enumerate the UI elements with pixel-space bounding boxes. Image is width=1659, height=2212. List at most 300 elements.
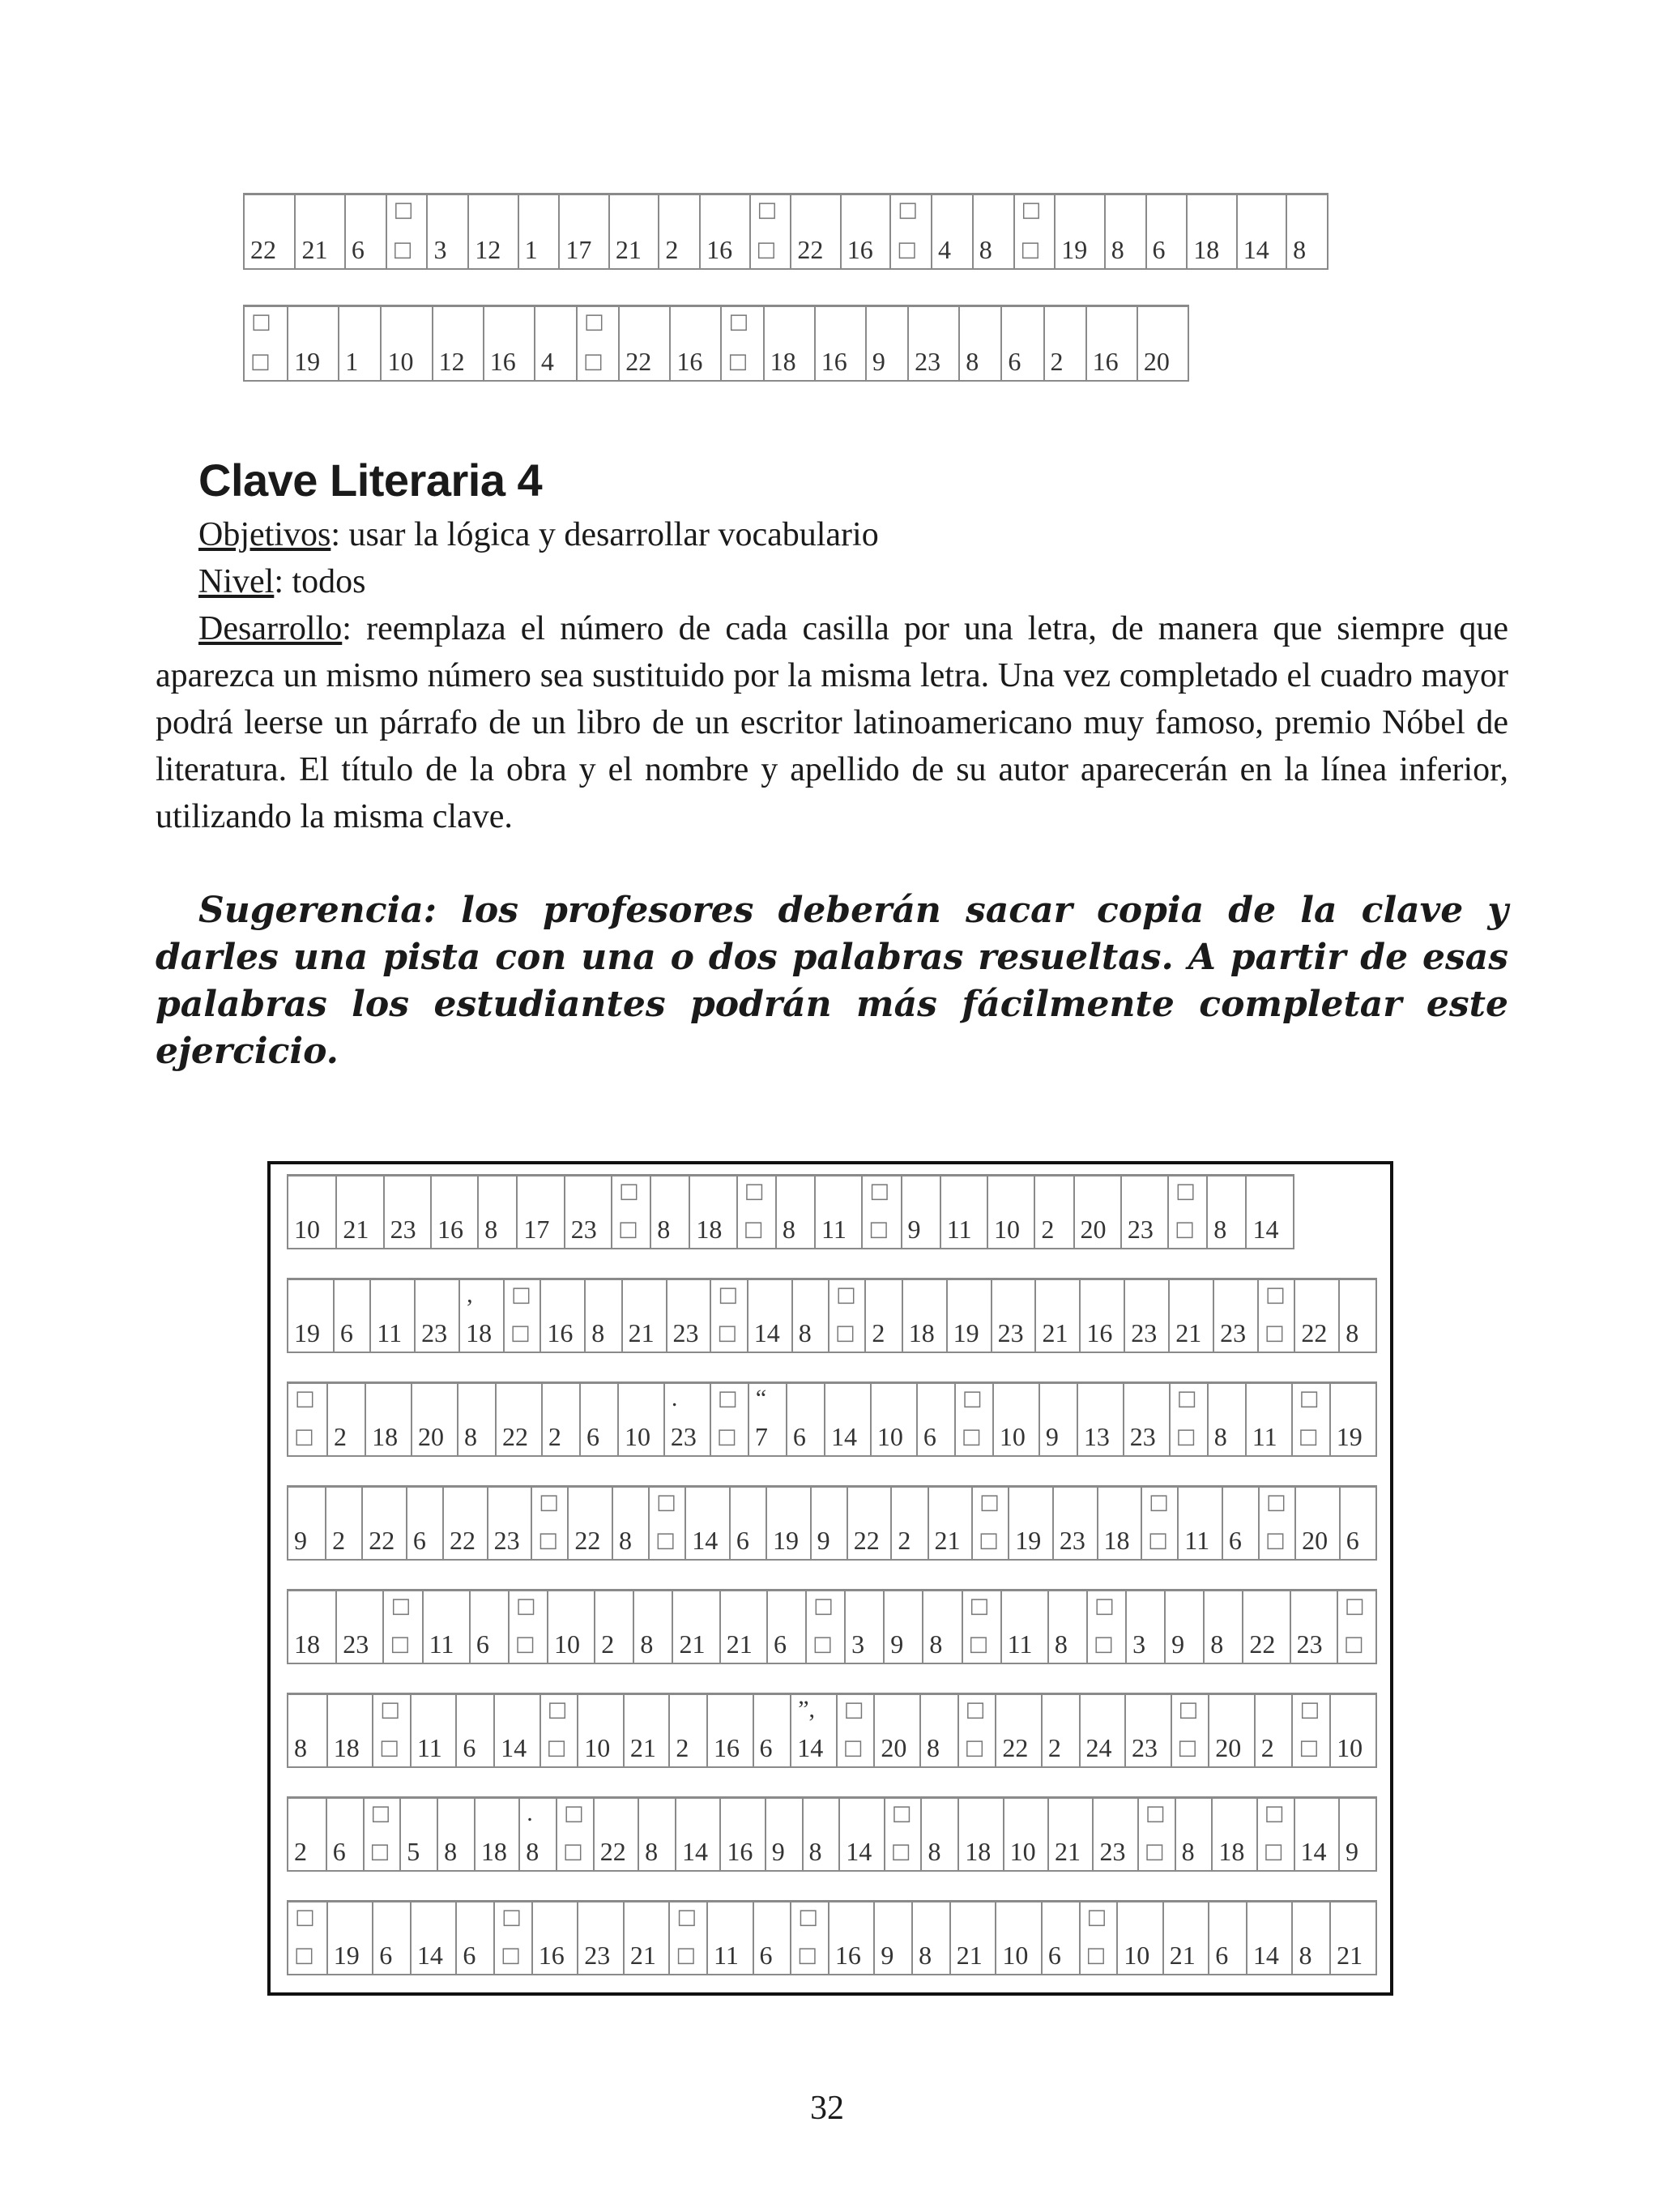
clue-cell xyxy=(577,1902,623,1974)
cell-number: 2 xyxy=(676,1733,689,1762)
cell-number: 9 xyxy=(881,1941,894,1970)
clue-cell xyxy=(1097,1488,1141,1559)
cell-number: 11 xyxy=(377,1318,403,1347)
clue-cell xyxy=(747,1280,791,1352)
clue-cell xyxy=(1291,1695,1329,1766)
cell-number: 16 xyxy=(834,1941,861,1970)
clue-cell xyxy=(326,1695,373,1766)
clue-cell xyxy=(1104,195,1145,268)
cell-number: 18 xyxy=(1193,235,1220,264)
clue-cell xyxy=(361,1488,406,1559)
clue-cell xyxy=(790,1695,836,1766)
cell-number: 21 xyxy=(1337,1941,1363,1970)
desarrollo-paragraph xyxy=(156,605,1508,840)
blank-box-marker: □ xyxy=(1178,1697,1199,1722)
clue-cell xyxy=(294,195,343,268)
clue-cell xyxy=(1256,1799,1294,1870)
blank-box-marker: □ xyxy=(547,1697,568,1722)
cell-number: 8 xyxy=(919,1941,932,1970)
cell-number: 9 xyxy=(1171,1629,1185,1659)
cell-number: 23 xyxy=(570,1215,597,1244)
clue-cell xyxy=(1294,1488,1339,1559)
blank-box-marker: □ xyxy=(1299,1697,1320,1722)
blank-box-marker: □ xyxy=(546,1736,567,1760)
blank-box-marker: □ xyxy=(393,198,414,222)
clue-cell xyxy=(987,1176,1034,1248)
blank-box-marker: □ xyxy=(583,349,603,374)
cell-number: 6 xyxy=(773,1629,787,1659)
puzzle-row xyxy=(287,1589,1377,1664)
cell-number: 20 xyxy=(1080,1215,1107,1244)
clue-cell xyxy=(650,1176,689,1248)
cell-number: 24 xyxy=(1085,1733,1112,1762)
sugerencia-paragraph: Sugerencia: los profesores deberán sacar copia de la clave y darles una pista con una o dos palabras resueltas. A partir de esas palabras los estudiantes podrán más fácilmente completar este ejercicio. xyxy=(156,890,1508,1072)
cell-number: 16 xyxy=(1092,347,1119,376)
clue-cell xyxy=(372,1695,410,1766)
blank-box-marker: □ xyxy=(539,1490,559,1514)
clue-cell xyxy=(736,1176,775,1248)
clue-cell xyxy=(838,1799,883,1870)
cell-number: 8 xyxy=(1111,235,1124,264)
cell-number: 10 xyxy=(994,1215,1021,1244)
punctuation-mark: . xyxy=(671,1385,678,1411)
blank-box-marker: □ xyxy=(1021,198,1042,222)
clue-cell xyxy=(437,1799,474,1870)
blank-box-marker: □ xyxy=(1175,1217,1195,1241)
cell-number: 6 xyxy=(463,1733,476,1762)
cell-number: 6 xyxy=(759,1941,773,1970)
clue-cell xyxy=(469,1591,508,1663)
cell-number: 8 xyxy=(1213,1422,1227,1451)
clue-cell xyxy=(706,1695,753,1766)
clue-cell xyxy=(786,1384,824,1455)
cell-number: 23 xyxy=(1131,1318,1158,1347)
clue-cell xyxy=(719,1591,766,1663)
puzzle-row xyxy=(287,1693,1377,1768)
clue-cell xyxy=(410,1902,456,1974)
cell-number: 21 xyxy=(934,1526,961,1555)
clue-cell xyxy=(873,1902,911,1974)
cell-number: 8 xyxy=(798,1318,812,1347)
clue-cell xyxy=(556,1799,593,1870)
clue-cell xyxy=(1047,1799,1092,1870)
clue-cell xyxy=(920,1799,957,1870)
clue-cell xyxy=(1294,1280,1338,1352)
cell-number: 18 xyxy=(466,1318,493,1347)
puzzle-row xyxy=(287,1174,1294,1249)
cell-number: 22 xyxy=(369,1526,395,1555)
clue-cell xyxy=(1008,1488,1052,1559)
cell-number: 22 xyxy=(1002,1733,1029,1762)
clue-cell xyxy=(1085,307,1137,380)
cell-number: 22 xyxy=(1301,1318,1328,1347)
cell-number: 17 xyxy=(523,1215,550,1244)
cell-number: 19 xyxy=(1015,1526,1042,1555)
cell-number: 8 xyxy=(1299,1941,1312,1970)
clue-cell xyxy=(1254,1695,1292,1766)
clue-cell xyxy=(1213,1280,1257,1352)
clue-cell xyxy=(1013,195,1055,268)
cell-number: 8 xyxy=(657,1215,671,1244)
blank-box-marker: □ xyxy=(1020,237,1041,262)
cell-number: 8 xyxy=(640,1629,654,1659)
clue-cell xyxy=(483,307,534,380)
cell-number: 8 xyxy=(928,1837,941,1866)
blank-box-marker: □ xyxy=(1144,1839,1165,1864)
blank-box-marker: □ xyxy=(717,1321,737,1345)
blank-box-marker: □ xyxy=(295,1386,315,1411)
blank-box-marker: □ xyxy=(717,1386,738,1411)
objetivos-line xyxy=(198,511,879,558)
cell-number: 13 xyxy=(1083,1422,1110,1451)
blank-box-marker: □ xyxy=(716,1424,737,1449)
cell-number: 6 xyxy=(923,1422,936,1451)
cell-number: 4 xyxy=(937,235,951,264)
clue-cell xyxy=(824,1384,870,1455)
clue-cell xyxy=(579,1384,617,1455)
clue-cell xyxy=(1086,1591,1125,1663)
clue-cell xyxy=(1145,195,1187,268)
clue-cell xyxy=(844,1591,883,1663)
blank-box-marker: □ xyxy=(564,1801,584,1826)
cell-number: 6 xyxy=(1215,1941,1229,1970)
clue-cell xyxy=(748,1384,786,1455)
clue-cell xyxy=(1171,1695,1209,1766)
cell-number: 20 xyxy=(418,1422,444,1451)
cell-number: 21 xyxy=(1169,1941,1196,1970)
clue-cell xyxy=(1137,1799,1175,1870)
clue-cell xyxy=(623,1902,669,1974)
clue-cell xyxy=(344,195,386,268)
cell-number: 6 xyxy=(412,1526,426,1555)
clue-cell xyxy=(1207,1384,1245,1455)
clue-cell xyxy=(720,307,762,380)
clue-cell xyxy=(902,1280,946,1352)
cell-number: 10 xyxy=(294,1215,320,1244)
clue-cell xyxy=(1120,1176,1167,1248)
blank-box-marker: □ xyxy=(501,1905,522,1929)
blank-box-marker: □ xyxy=(835,1321,855,1345)
clue-cell xyxy=(1175,1799,1212,1870)
cell-number: 2 xyxy=(1047,1733,1061,1762)
cell-number: 18 xyxy=(908,1318,935,1347)
cell-number: 10 xyxy=(554,1629,581,1659)
cell-number: 22 xyxy=(853,1526,880,1555)
cell-number: 11 xyxy=(714,1941,739,1970)
cell-number: 8 xyxy=(1210,1629,1224,1659)
blank-box-marker: □ xyxy=(757,198,778,222)
clue-cell xyxy=(1246,1902,1292,1974)
cell-number: 8 xyxy=(966,347,979,376)
cell-number: 8 xyxy=(1213,1215,1227,1244)
cell-number: 14 xyxy=(1243,235,1269,264)
cell-number: 20 xyxy=(1215,1733,1242,1762)
clue-cell xyxy=(382,1591,421,1663)
clue-cell xyxy=(672,1591,719,1663)
clue-cell xyxy=(1000,307,1043,380)
clue-cell xyxy=(1291,1384,1329,1455)
cell-number: 20 xyxy=(1302,1526,1328,1555)
clue-cell xyxy=(458,1280,503,1352)
cell-number: 23 xyxy=(390,1215,416,1244)
blank-box-marker: □ xyxy=(1265,1528,1286,1552)
clue-cell xyxy=(386,195,427,268)
clue-cell xyxy=(633,1591,672,1663)
blank-box-marker: □ xyxy=(379,1736,399,1760)
clue-cell xyxy=(753,1902,791,1974)
cell-number: 14 xyxy=(1300,1837,1327,1866)
cell-number: 2 xyxy=(601,1629,615,1659)
clue-cell xyxy=(1186,195,1235,268)
clue-cell xyxy=(765,1799,802,1870)
cell-number: 8 xyxy=(1346,1318,1359,1347)
cell-number: 1 xyxy=(345,347,359,376)
blank-box-marker: □ xyxy=(369,1839,390,1864)
cell-number: 21 xyxy=(628,1318,655,1347)
cell-number: 3 xyxy=(433,235,447,264)
blank-box-marker: □ xyxy=(1299,1386,1320,1411)
puzzle-row xyxy=(287,1796,1377,1872)
blank-box-marker: □ xyxy=(563,1839,583,1864)
cell-number: 18 xyxy=(1218,1837,1245,1866)
clue-cell xyxy=(791,1280,828,1352)
cell-number: 6 xyxy=(792,1422,806,1451)
clue-cell xyxy=(576,307,618,380)
clue-cell xyxy=(432,307,483,380)
clue-cell xyxy=(957,1695,996,1766)
clue-cell xyxy=(288,1591,335,1663)
blank-box-marker: □ xyxy=(868,1217,889,1241)
clue-cell xyxy=(457,1384,495,1455)
clue-cell xyxy=(372,1902,410,1974)
cell-number: 8 xyxy=(619,1526,632,1555)
cell-number: 2 xyxy=(898,1526,911,1555)
blank-box-marker: □ xyxy=(1265,1283,1286,1307)
blank-box-marker: □ xyxy=(1266,1490,1286,1514)
blank-box-marker: □ xyxy=(891,1801,912,1826)
cell-number: 19 xyxy=(333,1941,360,1970)
cell-number: 9 xyxy=(1345,1837,1358,1866)
clue-cell xyxy=(1222,1488,1258,1559)
cell-number: 12 xyxy=(475,235,501,264)
cell-number: 6 xyxy=(759,1733,773,1762)
clue-cell xyxy=(287,307,338,380)
clue-cell xyxy=(836,1695,874,1766)
clue-cell xyxy=(1077,1384,1123,1455)
cell-number: 10 xyxy=(624,1422,650,1451)
cell-number: 20 xyxy=(1143,347,1170,376)
cell-number: 8 xyxy=(782,1215,795,1244)
cell-number: 21 xyxy=(1055,1837,1081,1866)
clue-cell xyxy=(766,1591,805,1663)
clue-cell xyxy=(608,195,658,268)
cell-number: 22 xyxy=(250,235,276,264)
blank-box-marker: □ xyxy=(584,310,604,334)
clue-cell xyxy=(539,1280,584,1352)
blank-box-marker: □ xyxy=(294,1424,314,1449)
clue-cell xyxy=(883,1591,922,1663)
clue-cell xyxy=(618,307,669,380)
clue-cell xyxy=(658,195,699,268)
cell-number: 23 xyxy=(997,1318,1024,1347)
cell-number: 16 xyxy=(706,235,733,264)
blank-box-marker: □ xyxy=(842,1736,864,1760)
clue-cell xyxy=(593,1799,638,1870)
clue-cell xyxy=(991,1280,1035,1352)
clue-cell xyxy=(1123,1384,1169,1455)
cell-number: 14 xyxy=(830,1422,857,1451)
blank-box-marker: □ xyxy=(1343,1632,1364,1656)
clue-cell xyxy=(1164,1591,1203,1663)
cell-number: 21 xyxy=(726,1629,753,1659)
clue-cell xyxy=(503,1280,539,1352)
clue-cell xyxy=(928,1488,972,1559)
cell-number: 2 xyxy=(1260,1733,1274,1762)
clue-cell xyxy=(907,307,958,380)
blank-box-marker: □ xyxy=(890,1839,911,1864)
clue-cell xyxy=(326,1384,365,1455)
clue-cell xyxy=(1079,1902,1117,1974)
cell-number: 16 xyxy=(847,235,873,264)
clue-cell xyxy=(940,1176,987,1248)
cell-number: 19 xyxy=(294,1318,320,1347)
clue-cell xyxy=(1038,1384,1077,1455)
clue-cell xyxy=(931,195,972,268)
clue-cell xyxy=(426,195,467,268)
cell-number: 6 xyxy=(339,1318,353,1347)
cell-number: 11 xyxy=(946,1215,972,1244)
cell-number: 10 xyxy=(1009,1837,1036,1866)
blank-box-marker: □ xyxy=(1175,1424,1196,1449)
cell-number: 19 xyxy=(953,1318,979,1347)
cell-number: 6 xyxy=(351,235,365,264)
cell-number: 5 xyxy=(407,1837,420,1866)
clue-cell xyxy=(369,1280,414,1352)
clue-cell xyxy=(1000,1591,1047,1663)
nivel-text: : todos xyxy=(274,563,366,600)
clue-cell xyxy=(1124,1280,1168,1352)
cell-number: 9 xyxy=(907,1215,921,1244)
cell-number: 10 xyxy=(1337,1733,1363,1762)
cell-number: 2 xyxy=(872,1318,885,1347)
cell-number: 21 xyxy=(615,235,642,264)
blank-box-marker: □ xyxy=(1093,1632,1114,1656)
clue-cell xyxy=(1329,1384,1375,1455)
blank-box-marker: □ xyxy=(392,237,413,262)
cell-number: 19 xyxy=(1336,1422,1363,1451)
blank-box-marker: □ xyxy=(1145,1801,1166,1826)
cell-number: 16 xyxy=(547,1318,574,1347)
clue-cell xyxy=(861,1176,900,1248)
clue-cell xyxy=(1125,1591,1164,1663)
clue-cell xyxy=(1337,1591,1375,1663)
clue-cell xyxy=(539,1695,578,1766)
cell-number: 18 xyxy=(965,1837,992,1866)
cell-number: 10 xyxy=(584,1733,611,1762)
clue-cell xyxy=(1043,307,1085,380)
clue-cell xyxy=(911,1902,949,1974)
clue-cell xyxy=(668,1695,706,1766)
clue-cell xyxy=(1286,195,1327,268)
clue-cell xyxy=(1203,1591,1242,1663)
cell-number: 21 xyxy=(1175,1318,1202,1347)
cell-number: 9 xyxy=(817,1526,830,1555)
clue-cell xyxy=(706,1902,753,1974)
clue-cell xyxy=(1041,1695,1079,1766)
clue-cell xyxy=(1167,1176,1206,1248)
clue-cell xyxy=(1052,1488,1097,1559)
clue-cell xyxy=(916,1384,954,1455)
clue-cell xyxy=(567,1488,612,1559)
clue-cell xyxy=(962,1591,1000,1663)
blank-box-marker: □ xyxy=(251,310,271,334)
clue-cell xyxy=(1034,1280,1079,1352)
cell-number: 14 xyxy=(1252,1215,1279,1244)
clue-cell xyxy=(684,1488,729,1559)
clue-cell xyxy=(245,195,294,268)
cell-number: 10 xyxy=(999,1422,1026,1451)
cell-number: 22 xyxy=(1249,1629,1276,1659)
cell-number: 11 xyxy=(416,1733,442,1762)
cell-number: 14 xyxy=(416,1941,443,1970)
clue-cell xyxy=(1339,1488,1375,1559)
cell-number: 8 xyxy=(979,235,992,264)
clue-cell xyxy=(1208,1695,1254,1766)
clue-cell xyxy=(1206,1176,1245,1248)
desarrollo-text: : reemplaza el número de cada casilla por una letra, de manera que siempre que aparezca un mismo número sea sustituido por la misma letra. Una vez completado el cuadro mayor podrá leerse un párrafo de un libro de un escritor latinoamericano muy famoso, premio Nóbel de literatura. El título de la obra y el nombre y apellido de su autor aparecerán en la línea inferior, utilizando la misma clave. xyxy=(156,610,1508,835)
cell-number: 2 xyxy=(548,1422,561,1451)
punctuation-mark: , xyxy=(467,1281,473,1308)
blank-box-marker: □ xyxy=(390,1632,411,1656)
cell-number: 14 xyxy=(501,1733,527,1762)
clue-cell xyxy=(668,1902,706,1974)
clue-cell xyxy=(508,1591,547,1663)
blank-box-marker: □ xyxy=(1177,1736,1198,1760)
clue-cell xyxy=(534,307,576,380)
clue-cell xyxy=(666,1280,710,1352)
clue-cell xyxy=(1208,1902,1246,1974)
clue-cell xyxy=(288,1280,333,1352)
blank-box-marker: □ xyxy=(964,1736,985,1760)
cell-number: 18 xyxy=(770,347,796,376)
cell-number: 6 xyxy=(332,1837,346,1866)
clue-cell xyxy=(410,1695,456,1766)
blank-box-marker: □ xyxy=(676,1943,696,1967)
clue-cell xyxy=(493,1902,531,1974)
clue-cell xyxy=(1242,1591,1289,1663)
cell-number: 9 xyxy=(771,1837,785,1866)
cell-number: 8 xyxy=(591,1318,605,1347)
desarrollo-label: Desarrollo xyxy=(198,610,343,647)
cell-number: 21 xyxy=(629,1733,656,1762)
blank-box-marker: □ xyxy=(1263,1839,1284,1864)
cell-number: 8 xyxy=(926,1733,940,1762)
blank-box-marker: □ xyxy=(898,198,918,222)
clue-cell xyxy=(411,1384,457,1455)
blank-box-marker: □ xyxy=(538,1528,558,1552)
clue-cell xyxy=(335,1176,382,1248)
cell-number: 11 xyxy=(429,1629,454,1659)
blank-box-marker: □ xyxy=(1265,1321,1285,1345)
clue-cell xyxy=(790,1902,828,1974)
cell-number: 23 xyxy=(1059,1526,1085,1555)
cell-number: 8 xyxy=(484,1215,498,1244)
clue-cell xyxy=(958,307,1000,380)
blank-box-marker: □ xyxy=(979,1490,1000,1514)
clue-cell xyxy=(753,1695,791,1766)
blank-box-marker: □ xyxy=(836,1283,856,1307)
clue-cell xyxy=(1169,1384,1207,1455)
